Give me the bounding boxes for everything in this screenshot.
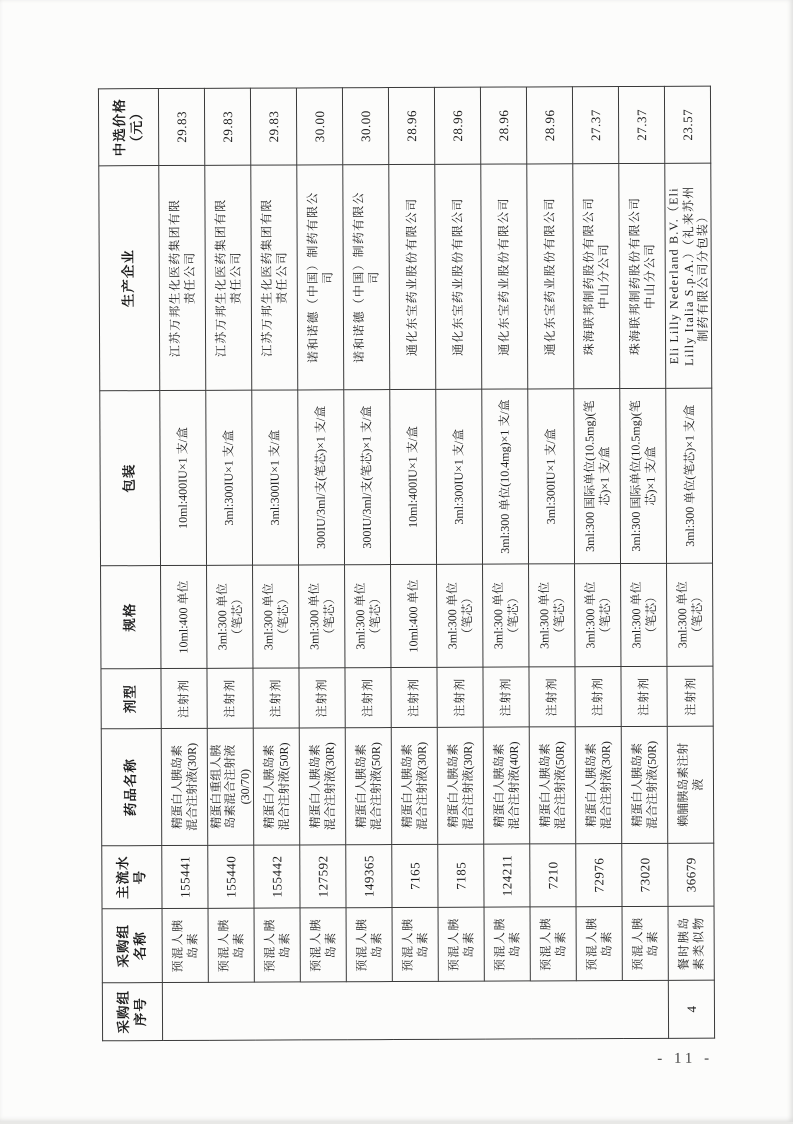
header-pack: 包装 xyxy=(100,391,161,566)
cell-group: 餐时胰岛 素类似物 xyxy=(668,906,714,980)
cell-group: 预混人胰 岛素 xyxy=(576,907,622,981)
cell-price: 29.83 xyxy=(204,88,251,165)
cell-seq: 4 xyxy=(669,980,715,1038)
cell-mfr: 诺和诺德（中国）制药有限公 司 xyxy=(343,165,390,390)
cell-spec: 3ml:300 单位 （笔芯） xyxy=(529,564,575,667)
table-row xyxy=(527,87,577,1039)
cell-drug: 精蛋白人胰岛素 混合注射液(30R) xyxy=(437,727,484,844)
cell-form: 注射剂 xyxy=(575,667,621,727)
cell-price: 28.96 xyxy=(527,87,573,164)
cell-price: 27.37 xyxy=(619,86,665,163)
cell-spec: 3ml:300 单位 （笔芯） xyxy=(621,563,667,666)
cell-spec: 10ml:400 单位 xyxy=(391,564,437,667)
table-row xyxy=(619,86,669,1038)
cell-form: 注射剂 xyxy=(437,667,483,727)
table-row xyxy=(251,88,301,1040)
cell-pack: 300IU/3ml/支(笔芯)×1 支/盒 xyxy=(298,390,345,565)
cell-mfr: 通化东宝药业股份有限公司 xyxy=(435,164,482,389)
cell-group: 预混人胰 岛素 xyxy=(300,908,346,982)
cell-pack: 3ml:300IU×1 支/盒 xyxy=(252,390,299,565)
cell-group: 预混人胰 岛素 xyxy=(392,907,438,981)
cell-group: 预混人胰 岛素 xyxy=(162,908,208,982)
cell-form: 注射剂 xyxy=(621,666,667,726)
cell-mfr: 通化东宝药业股份有限公司 xyxy=(481,164,528,389)
cell-group: 预混人胰 岛素 xyxy=(438,907,484,981)
cell-spec: 3ml:300 单位 （笔芯） xyxy=(667,563,714,666)
cell-price: 28.96 xyxy=(435,87,481,164)
cell-pack: 300IU/3ml/支(笔芯)×1 支/盒 xyxy=(344,390,391,565)
cell-pack: 3ml:300 国际单位(10.5mg)(笔 芯)×1 支/盒 xyxy=(574,389,621,564)
cell-drug: 精蛋白人胰岛素 混合注射液(30R) xyxy=(575,727,622,844)
cell-drug: 精蛋白重组人胰 岛素混合注射液 (30/70) xyxy=(207,728,254,845)
cell-mfr: 通化东宝药业股份有限公司 xyxy=(389,164,436,389)
table-row xyxy=(665,86,715,1038)
cell-form: 注射剂 xyxy=(207,668,253,728)
cell-mfr: 江苏万邦生化医药集团有限 责任公司 xyxy=(251,165,298,390)
cell-mfr: 通化东宝药业股份有限公司 xyxy=(527,164,574,389)
cell-drug: 精蛋白人胰岛素 混合注射液(30R) xyxy=(299,728,346,845)
cell-spec: 3ml:300 单位 （笔芯） xyxy=(253,565,299,668)
header-form: 剂型 xyxy=(101,669,161,729)
cell-drug: 精蛋白人胰岛素 混合注射液(50R) xyxy=(253,728,300,845)
cell-seq-merged xyxy=(162,980,668,1040)
cell-serial: 127592 xyxy=(300,845,346,908)
cell-drug: 精蛋白人胰岛素 混合注射液(40R) xyxy=(483,727,530,844)
cell-drug: 精蛋白人胰岛素 混合注射液(50R) xyxy=(621,726,668,843)
cell-form: 注射剂 xyxy=(391,667,437,727)
page-number: - 11 - xyxy=(657,1050,714,1067)
cell-serial: 72976 xyxy=(576,844,622,907)
cell-group: 预混人胰 岛素 xyxy=(530,907,576,981)
cell-form: 注射剂 xyxy=(161,668,207,728)
cell-drug: 精蛋白人胰岛素 混合注射液(50R) xyxy=(345,728,392,845)
cell-serial: 7210 xyxy=(530,844,576,907)
cell-price: 28.96 xyxy=(389,87,435,164)
cell-mfr: 珠海联邦制药股份有限公司 中山分公司 xyxy=(619,163,666,388)
cell-serial: 149365 xyxy=(346,845,392,908)
rotated-table-container xyxy=(98,87,714,1042)
cell-drug: 赖脯胰岛素注射 液 xyxy=(667,726,714,843)
cell-price: 27.37 xyxy=(573,87,619,164)
cell-spec: 3ml:300 单位 （笔芯） xyxy=(345,565,391,668)
cell-serial: 155441 xyxy=(162,845,208,908)
header-drug: 药品名称 xyxy=(101,729,162,846)
cell-spec: 3ml:300 单位 （笔芯） xyxy=(207,565,254,668)
cell-spec: 3ml:300 单位 （笔芯） xyxy=(483,564,529,667)
table-row xyxy=(573,87,623,1039)
cell-pack: 3ml:300IU×1 支/盒 xyxy=(206,390,253,565)
table-header-row xyxy=(98,89,162,1041)
cell-serial: 7165 xyxy=(392,844,438,907)
cell-form: 注射剂 xyxy=(529,667,575,727)
table-body xyxy=(158,86,714,1040)
table-row xyxy=(204,88,254,1040)
cell-serial: 36679 xyxy=(668,843,714,906)
cell-serial: 73020 xyxy=(622,843,668,906)
cell-group: 预混人胰 岛素 xyxy=(622,906,668,980)
header-seq: 采购组 序号 xyxy=(102,983,162,1041)
cell-pack: 3ml:300 单位(笔芯)×1 支/盒 xyxy=(666,388,713,563)
cell-price: 29.83 xyxy=(251,88,297,165)
cell-group: 预混人胰 岛素 xyxy=(346,908,392,982)
procurement-result-table xyxy=(98,86,715,1042)
table-row xyxy=(481,87,531,1039)
cell-pack: 3ml:300 国际单位(10.5mg)(笔 芯)×1 支/盒 xyxy=(620,388,667,563)
cell-mfr: 珠海联邦制药股份有限公司 中山分公司 xyxy=(573,164,620,389)
cell-form: 注射剂 xyxy=(299,668,345,728)
table-row xyxy=(435,87,485,1039)
table-row xyxy=(158,88,208,1040)
cell-pack: 10ml:400IU×1 支/盒 xyxy=(390,389,437,564)
cell-form: 注射剂 xyxy=(253,668,299,728)
cell-pack: 3ml:300 单位(10.4mg)×1 支/盒 xyxy=(482,389,529,564)
cell-form: 注射剂 xyxy=(483,667,529,727)
cell-serial: 155442 xyxy=(254,845,300,908)
cell-group: 预混人胰 岛素 xyxy=(254,908,300,982)
cell-spec: 3ml:300 单位 （笔芯） xyxy=(437,564,483,667)
cell-price: 28.96 xyxy=(481,87,527,164)
cell-serial: 124211 xyxy=(484,844,530,907)
cell-serial: 7185 xyxy=(438,844,484,907)
cell-mfr: 江苏万邦生化医药集团有限 责任公司 xyxy=(205,165,252,390)
header-serial: 主流水号 xyxy=(102,846,162,909)
cell-price: 29.83 xyxy=(158,88,204,165)
cell-drug: 精蛋白人胰岛素 混合注射液(30R) xyxy=(161,728,208,845)
header-group: 采购组 名称 xyxy=(102,909,162,983)
cell-mfr: Eli Lilly Nederland B.V.（Eli Lilly Italia S.p.A.）（礼来苏州 制药有限公司分包装） xyxy=(665,163,712,388)
cell-price: 23.57 xyxy=(665,86,712,163)
cell-mfr: 诺和诺德（中国）制药有限公 司 xyxy=(297,165,344,390)
cell-price: 30.00 xyxy=(297,88,343,165)
header-spec: 规格 xyxy=(101,566,161,669)
cell-group: 预混人胰 岛素 xyxy=(484,907,530,981)
cell-mfr: 江苏万邦生化医药集团有限 责任公司 xyxy=(159,165,206,390)
header-row xyxy=(98,89,162,1041)
cell-pack: 10ml:400IU×1 支/盒 xyxy=(160,390,207,565)
table-row xyxy=(343,88,393,1040)
cell-group: 预混人胰 岛素 xyxy=(208,908,254,982)
cell-price: 30.00 xyxy=(343,88,389,165)
header-mfr: 生产企业 xyxy=(99,166,160,391)
cell-pack: 3ml:300IU×1 支/盒 xyxy=(436,389,483,564)
cell-serial: 155440 xyxy=(208,845,254,908)
cell-form: 注射剂 xyxy=(667,666,713,726)
table-row xyxy=(389,87,439,1039)
cell-spec: 10ml:400 单位 xyxy=(161,565,207,668)
cell-form: 注射剂 xyxy=(345,668,391,728)
table-row xyxy=(297,88,347,1040)
cell-drug: 精蛋白人胰岛素 混合注射液(50R) xyxy=(529,727,576,844)
cell-pack: 3ml:300IU×1 支/盒 xyxy=(528,389,575,564)
cell-spec: 3ml:300 单位 （笔芯） xyxy=(575,564,621,667)
header-price: 中选价格 （元） xyxy=(98,89,158,166)
cell-spec: 3ml:300 单位 （笔芯） xyxy=(299,565,345,668)
cell-drug: 精蛋白人胰岛素 混合注射液(30R) xyxy=(391,727,438,844)
